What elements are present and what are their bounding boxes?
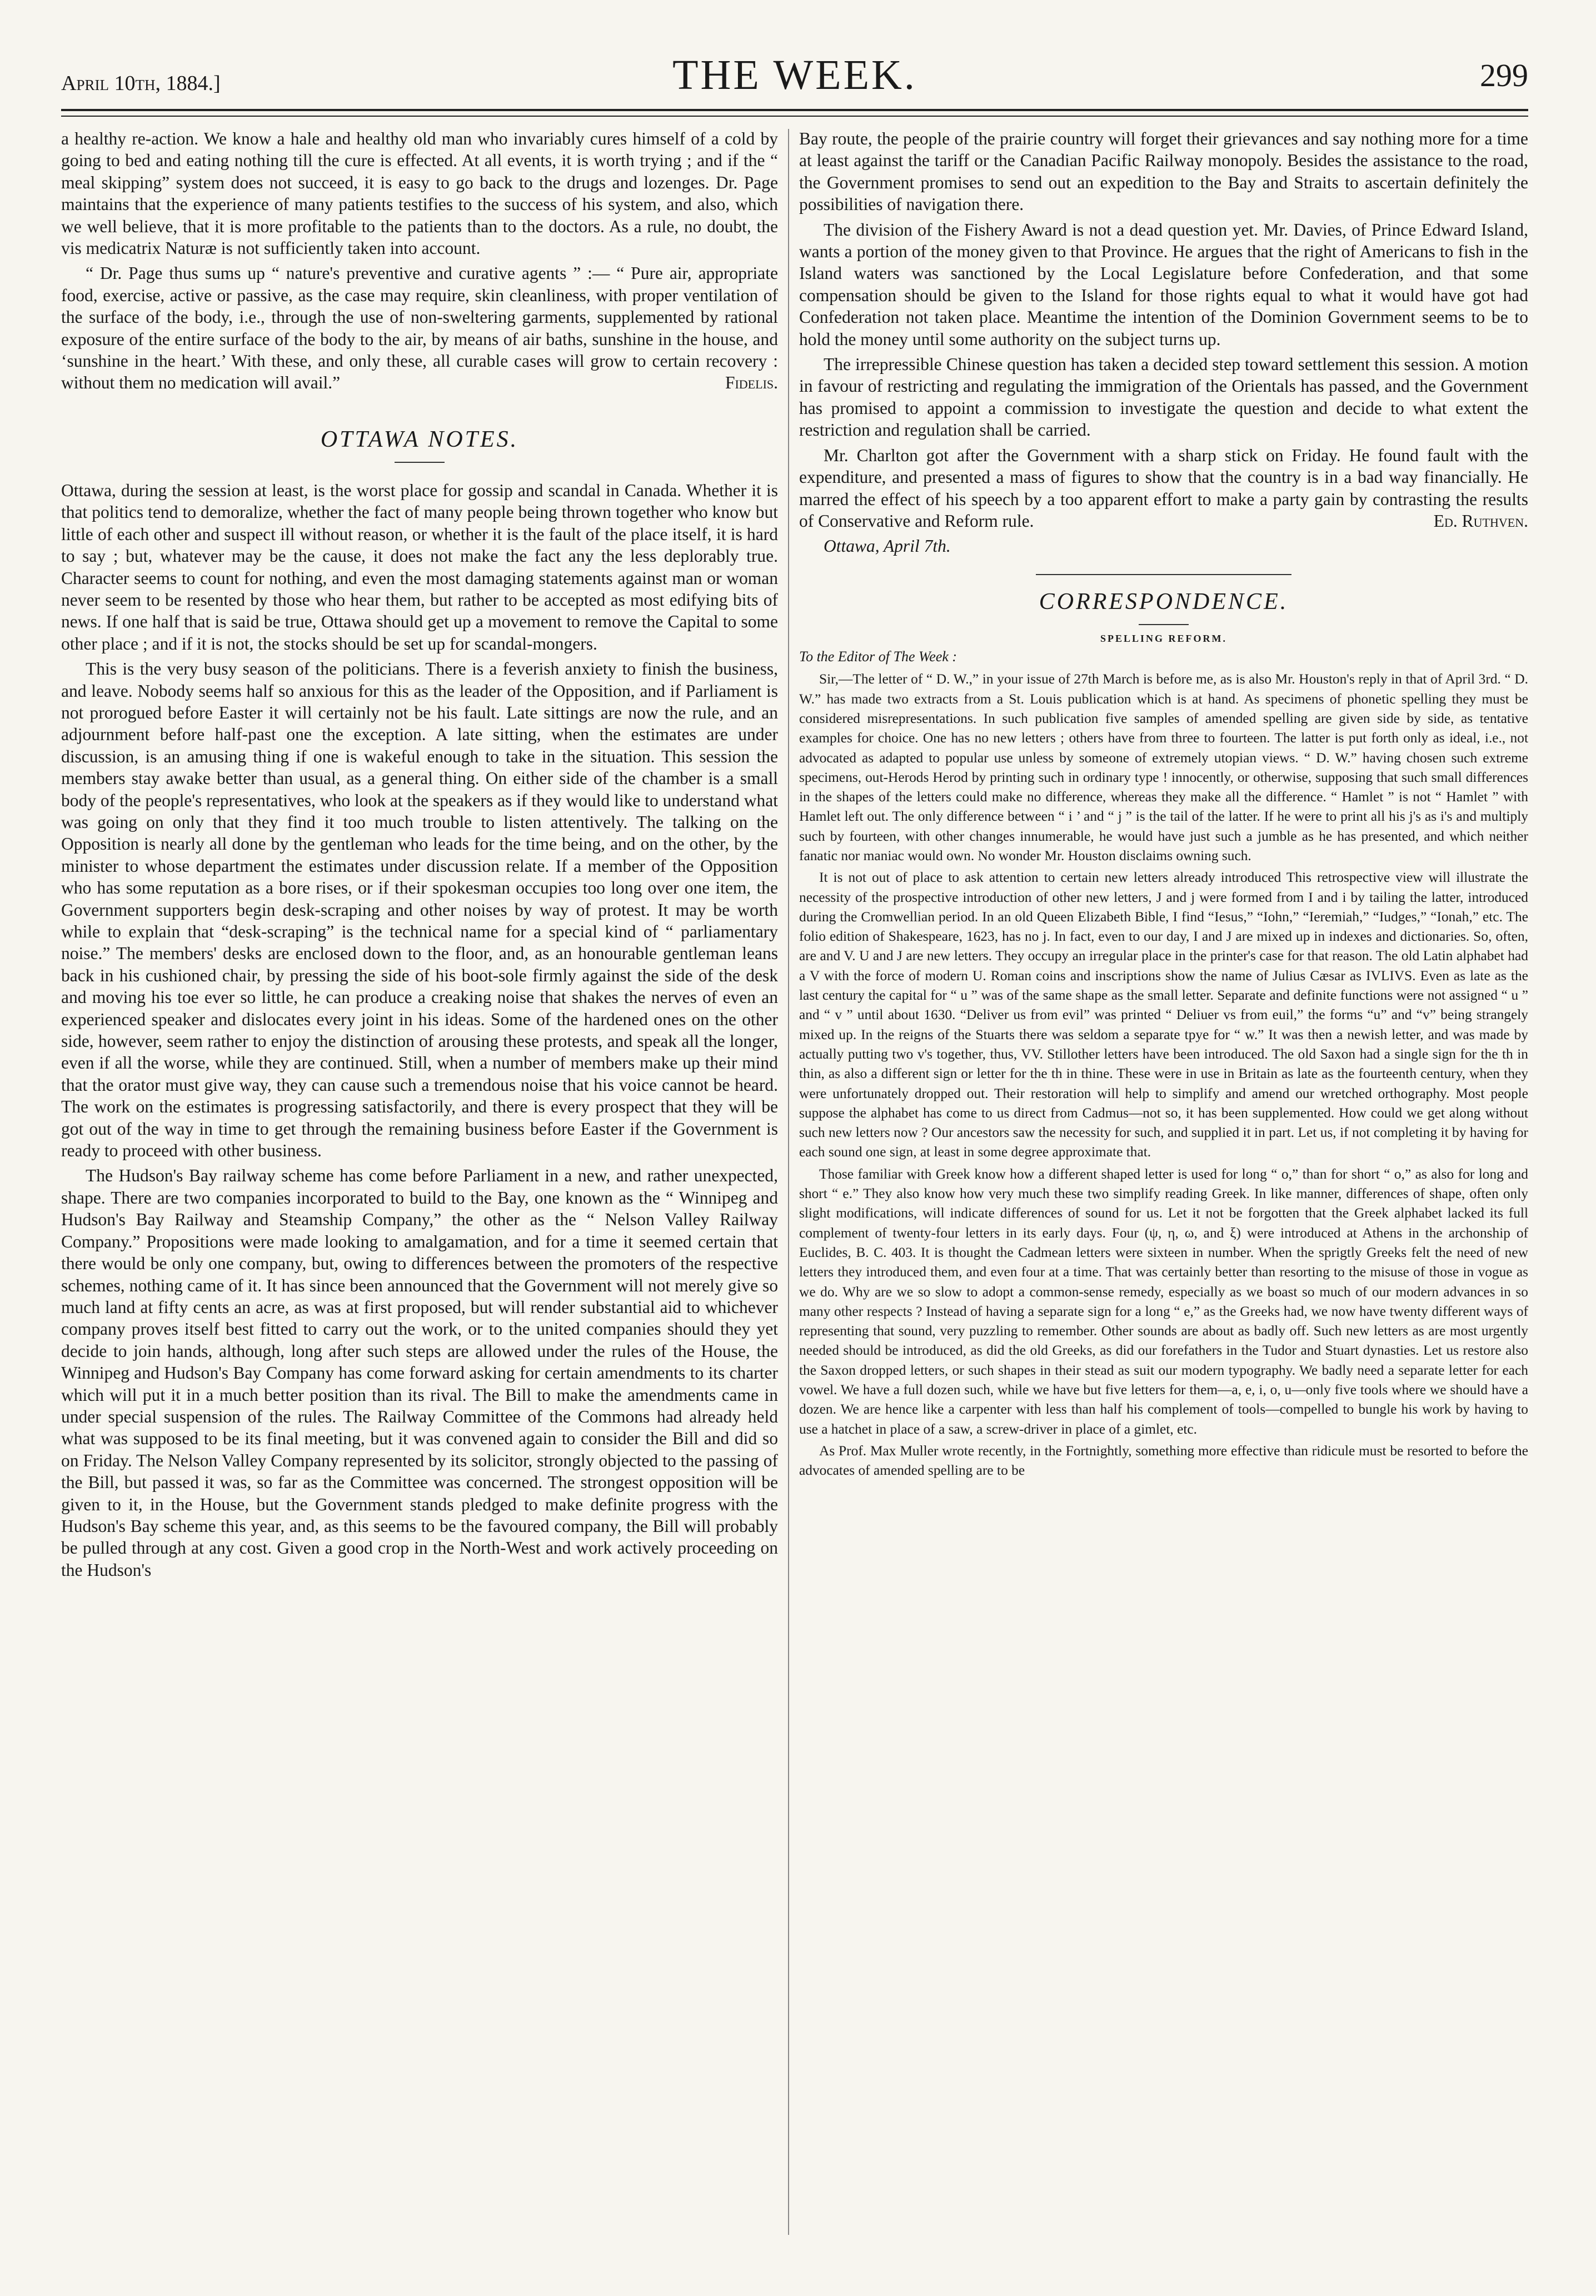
header-rule-thick (61, 109, 1528, 111)
letter-paragraph: Sir,—The letter of “ D. W.,” in your issue of 27th March is before me, as is also Mr. Houston's reply in that of April 3rd. “ D. W.” has made two extracts from a St. Louis publication which is at hand. As specimens of phonetic spelling they must be considered misrepresentations. In such publication five samples of amended spelling are given side by side, as tentative examples for choice. One has no new letters ; others have from three to fourteen. The latter is put forth only as ideal, i.e., not advocated as adapted to popular use unless by someone of extremely utopian views. “ D. W.” having chosen such extreme specimens, out-Herods Herod by printing such in ordinary type ! innocently, or otherwise, supposing that such small differences in the shapes of the letters could make no difference, whereas they make all the difference. “ Hamlet ” is not “ Hamlet ” with Hamlet left out. The only difference between “ i ’ and “ j ” is the tail of the latter. If he were to print all his j's as i's and multiply such by fourteen, with other changes innumerable, he would have just such a jumble as he has presented, and which neither fanatic nor maniac would own. No wonder Mr. Houston disclaims owning such. (799, 671, 1528, 864)
dateline: Ottawa, April 7th. (824, 536, 951, 556)
page-number: 299 (1480, 57, 1528, 93)
letter-body (799, 670, 1528, 1480)
intro-paragraph: a healthy re-action. We know a hale and healthy old man who invariably cures himself of a cold by going to bed and eating nothing till the cure is effected. At all events, it is worth trying ; and if the “ meal skipping” system does not succeed, it is easy to go back to the drugs and lozenges. Dr. Page maintains that the experience of many patients testifies to the success of his system, and also, which we well believe, that it is more profitable to the patients than to the doctors. As a rule, no doubt, the vis medicatrix Naturæ is not sufficiently taken into account. (61, 129, 778, 258)
section-rule (1139, 624, 1189, 625)
section-title-ottawa: OTTAWA NOTES. (320, 426, 519, 452)
article-paragraph: The division of the Fishery Award is not a dead question yet. Mr. Davies, of Prince Edward Island, wants a portion of the money given to that Province. He argues that the right of Americans to fish in the Island waters was sanctioned by the Local Legislature before Confederation, and that some compensation should be given to the Island for those rights equal to what it would have got had Confederation not taken place. Meantime the intention of the Dominion Government seems to be to hold the money until some authority on the subject turns up. (799, 219, 1528, 349)
article-paragraph: The Hudson's Bay railway scheme has come before Parliament in a new, and rather unexpected, shape. There are two companies incorporated to build to the Bay, one known as the “ Winnipeg and Hudson's Bay Railway and Steamship Company,” the other as the “ Nelson Valley Railway Company.” Propositions were made looking to amalgamation, and for a time it seemed certain that there would be only one company, but, owing to differences between the promoters of the respective schemes, nothing came of it. It has since been announced that the Government will not merely give so much land at fifty cents an acre, as was at first proposed, but will render substantial aid to whichever company proves itself best fitted to carry out the work, or to the united companies should they yet decide to join hands, although, long after such steps are allowed under the rules of the House, the Winnipeg and Hudson's Bay Company has come forward asking for certain amendments to its charter which will put it in a much better position than its rival. The Bill to make the amendments came in under special suspension of the rules. The Railway Committee of the Commons had already held what was supposed to be its final meeting, but it was convened again to consider the Bill and did so on Friday. The Nelson Valley Company represented by its solicitor, strongly objected to the passing of the Bill, but passed it was, so far as the Committee was concerned. The strongest opposition will be given to it, in the House, but the Government stands pledged to make definite progress with the Hudson's Bay scheme this year, and, as this seems to be the favoured company, the Bill will probably be pulled through at any cost. Given a good crop in the North-West and work actively proceeding on the Hudson's (61, 1166, 778, 1580)
article-paragraph (799, 445, 1528, 532)
intro-quote: “ Dr. Page thus sums up “ nature's preventive and curative agents ” :— “ Pure air, appropriate food, exercise, active or passive, as the case may require, skin cleanliness, with proper ventilation of the surface of the body, i.e., through the use of non-sweltering garments, supplemented by rational exposure of the entire surface of the body to the air, by means of air baths, sunshine in the house, and ‘sunshine in the heart.’ With these, and only these, all curable cases will grow to certain recovery : without them no medication will avail.” (61, 263, 778, 393)
ottawa-signature: Ed. Ruthven. (1433, 511, 1528, 531)
section-rule (395, 462, 445, 463)
letter-paragraph: As Prof. Max Muller wrote recently, in the Fortnightly, something more effective than ridicule must be resorted to before the advocates of amended spelling are to be (799, 1443, 1528, 1479)
header-rule-thin (61, 116, 1528, 117)
masthead-title: THE WEEK. (672, 52, 917, 98)
letter-subhead: SPELLING REFORM. (1100, 633, 1228, 645)
letter-salutation: To the Editor of The Week : (799, 648, 957, 665)
article-paragraph: Bay route, the people of the prairie country will forget their grievances and say nothing more for a time at least against the tariff or the Canadian Pacific Railway monopoly. Besides the assistance to the road, the Government promises to send out an expedition to the Bay and Straits to ascertain definitely the possibilities of navigation there. (799, 129, 1528, 214)
article-paragraph: The irrepressible Chinese question has taken a decided step toward settlement this session. A motion in favour of restricting and regulating the immigration of the Orientals has passed, and the Government has promised to appoint a commission to investigate the question and decide to what extent the restriction and regulation shall be carried. (799, 355, 1528, 440)
article-paragraph: Ottawa, during the session at least, is the worst place for gossip and scandal in Canada. Whether it is that politics tend to demoralize, whether the fact of many people being thrown together who know but little of each other and suspect ill without reason, or whether it is the fault of the place itself, it is hard to say ; but, whatever may be the cause, it does not make the fact any the less deplorably true. Character seems to count for nothing, and even the most damaging statements against man or woman never seem to be resented by those who hear them, but rather to be accepted as most edifying bits of news. If one half that is said be true, Ottawa should get up a movement to remove the Capital to some other place ; and if it is not, the stocks should be set up for scandal-mongers. (61, 480, 778, 653)
right-column (799, 128, 1528, 1483)
section-rule (1036, 574, 1291, 575)
article-text: Mr. Charlton got after the Government with a sharp stick on Friday. He found fault with the expenditure, and presented a mass of figures to show that the country is in a bad way financially. He marred the effect of his speech by a too apparent effort to make a party gain by contrasting the results of Conservative and Reform rule. (799, 445, 1528, 531)
article-paragraph: This is the very busy season of the politicians. There is a feverish anxiety to finish the business, and leave. Nobody seems half so anxious for this as the leader of the Opposition, and if Parliament is not prorogued before Easter it will certainly not be his fault. Late sittings are now the rule, and an adjournment before half-past one the exception. A late sitting, when the estimates are under discussion, is an amusing thing if one is wakeful enough to take in the situation. This session the members stay awake better than usual, as a general thing. On either side of the chamber is a small body of the people's representatives, who look at the speakers as if they would like to understand what was going on only that they find it too much trouble to listen attentively. The talking on the Opposition is nearly all done by the gentleman who leads for the time being, and on the other, by the minister to whose department the estimates under discussion relate. If a member of the Opposition who has some reputation as a bore rises, or if their spokesman occupies too long over one item, the Government supporters begin desk-scraping and other noises by way of protest. It may be worth while to explain that “desk-scraping” is the technical name for a special kind of “ parliamentary noise.” The members' desks are enclosed down to the floor, and, as an honourable gentleman leans back in his cushioned chair, by pressing the side of his boot-sole firmly against the side of the desk and moving his toe ever so little, he can produce a creaking noise that shakes the nerves of even an experienced speaker and dislocates every joint in his ideas. Some of the hardened ones on the other side, however, seem rather to enjoy the distinction of arousing these protests, and speak all the longer, even if all the worse, while they are continued. Still, when a number of members make up their mind that the orator must give way, they can cause such a tremendous noise that his voice cannot be heard. The work on the estimates is progressing satisfactorily, and there is every prospect that they will be got out of the way in time to get through the remaining business before Easter if the Government is ready to proceed with other business. (61, 659, 778, 1161)
page-header (61, 51, 1528, 101)
issue-date: April 10th, 1884.] (61, 72, 221, 95)
column-divider (788, 129, 789, 2235)
letter-paragraph: Those familiar with Greek know how a different shaped letter is used for long “ o,” than for short “ o,” as also for long and short “ e.” They also know how very much these two simplify reading Greek. In like manner, differences of shape, often only slight modifications, will indicate differences of sound for us. Let it not be forgotten that the Greek alphabet lacked its full complement of twenty-four letters in its early days. Four (ψ, η, ω, and ξ) were introduced at Athens in the archonship of Euclides, B. C. 403. It is thought the Cadmean letters were sixteen in number. When the sprigtly Greeks felt the need of new letters they introduced them, and even four at a time. That was certainly better than resorting to the misuse of those in vogue as we do. Why are we so slow to adopt a common-sense remedy, especially as we boast so much of our modern advances in so many other respects ? Instead of having a separate sign for a long “ e,” as the Greeks had, we now have twenty different ways of representing that sound, very puzzling to remember. Other sounds are about as badly off. Such new letters as are most urgently needed should be introduced, as did the old Greeks, as did our forefathers in the Tudor and Stuart dynasties. Let us restore also the Saxon dropped letters, or such shapes in their stead as suit our modern typography. We badly need a separate letter for each vowel. We have a full dozen such, while we have but five letters for them—a, e, i, o, u—only five tools where we should have a dozen. We are hence like a carpenter with less than half his complement of tools—compelled to bungle his work by having to use a hatchet in place of a saw, a screw-driver in place of a gimlet, etc. (799, 1166, 1528, 1437)
intro-signature: Fidelis. (725, 373, 778, 393)
letter-paragraph: It is not out of place to ask attention to certain new letters already introduced This retrospective view will illustrate the necessity of the prospective introduction of other new letters, J and j were formed from I and i by tailing the latter, introduced during the Cromwellian period. In an old Queen Elizabeth Bible, I find “Iesus,” “Iohn,” “Ieremiah,” “Iudges,” “Ionah,” etc. The folio edition of Shakespeare, 1623, has no j. In fact, even to our day, I and J are mixed up in indexes and dictionaries. So, often, are and V. U and J are new letters. They occupy an irregular place in the printer's case for that reason. The old Latin alphabet had a V with the force of modern U. Roman coins and inscriptions show the name of Julius Cæsar as IVLIVS. Even as late as the last century the capital for “ u ” was of the same shape as the small letter. Separate and definite functions were not assigned “ u ” and “ v ” until about 1630. “Deliver us from evil” was printed “ Deliuer vs from euil,” the forms “u” and “v” being strangely mixed up. In the reigns of the Stuarts there was seldom a separate tpye for “ w.” It was then a newish letter, and was made by actually putting two v's together, thus, VV. Stillother letters have been introduced. The old Saxon had a single sign for the th in thin, as also a different sign or letter for the th in thine. These were in use in Britain as late as the fourteenth century, when they were unfortunately dropped out. Their restoration will help to simplify and amend our wretched orthography. Most people suppose the alphabet has come to us direct from Cadmus—not so, it has been supplemented. How could we get along without such new letters now ? Our ancestors saw the necessity for such, and supplied it in part. Let us, if not completing it by having for each sound one sign, at least in some degree approximate that. (799, 870, 1528, 1160)
left-column (61, 128, 778, 1584)
intro-paragraph (61, 262, 778, 393)
section-title-correspondence: CORRESPONDENCE. (1039, 589, 1289, 615)
